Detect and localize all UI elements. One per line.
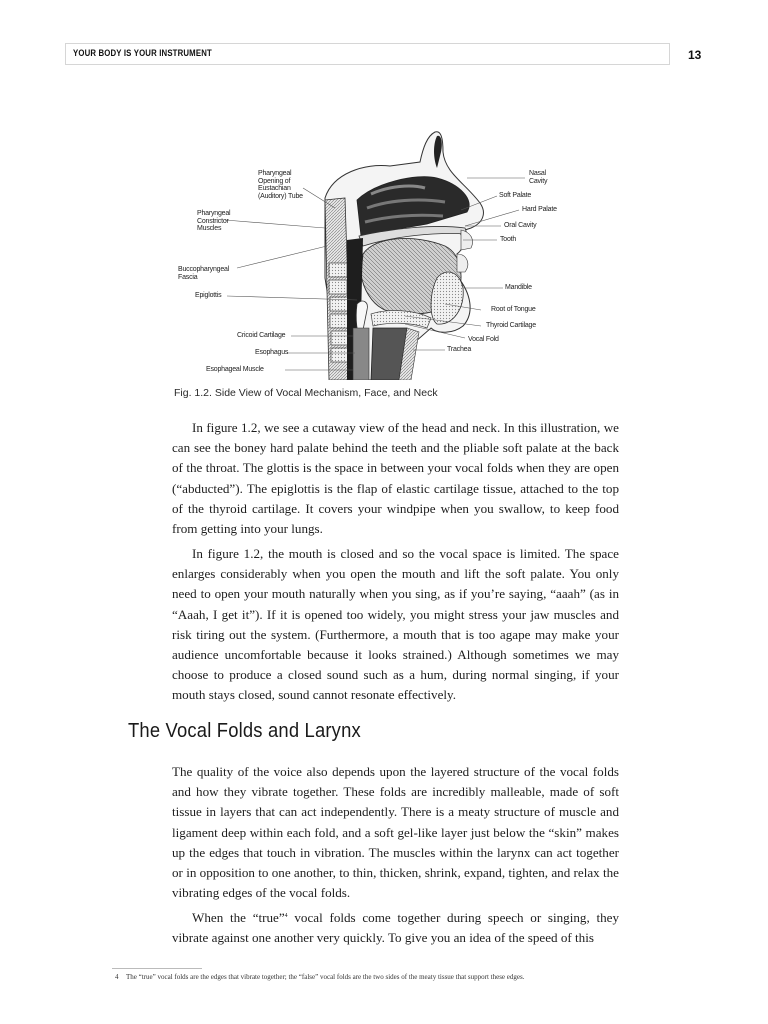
label-pharyngeal-constrictor: Pharyngeal Constrictor Muscles <box>197 210 231 232</box>
anatomy-figure <box>175 128 567 380</box>
paragraph-2: In figure 1.2, the mouth is closed and so the vocal space is limited. The space enlarges considerably when you open the mouth and lift the soft palate. You only need to open your mouth naturally when you sing, as if you’re saying, “aaah” (as in “Aaah, I get it”). If it is opened too widely, you might stress your jaw muscles and risk tiring out the system. (Furthermore, a mouth that is too agape may make your audience uncomfortable because it looks strained.) Although sometimes we may choose to produce a closed sound such as a hum, during normal singing, if your mouth stays closed, sound cannot resonate effectively. <box>172 546 619 703</box>
label-mandible: Mandible <box>505 284 532 291</box>
page-number: 13 <box>688 48 702 62</box>
footnote-text: The “true” vocal folds are the edges that vibrate together; the “false” vocal folds are the two sides of the meaty tissue that support these edges. <box>126 973 525 981</box>
vocal-mechanism-illustration <box>175 128 567 380</box>
label-buccopharyngeal-fascia: Buccopharyngeal Fascia <box>178 266 230 281</box>
footnote-divider <box>112 968 202 969</box>
label-esophagus: Esophagus <box>255 349 289 356</box>
footnote-reference[interactable]: 4 <box>284 913 288 919</box>
label-trachea: Trachea <box>447 346 472 353</box>
running-header <box>65 43 670 65</box>
label-hard-palate: Hard Palate <box>522 206 557 213</box>
label-eustachian-tube: Pharyngeal Opening of Eustachian (Auditory) Tube <box>258 170 303 200</box>
label-cricoid-cartilage: Cricoid Cartilage <box>237 332 286 339</box>
label-epiglottis: Epiglottis <box>195 292 222 299</box>
label-tooth: Tooth <box>500 236 517 243</box>
footnote <box>115 973 686 981</box>
paragraph-3: The quality of the voice also depends upon the layered structure of the vocal folds and how they vibrate together. These folds are incredibly malleable, made of soft tissue in layers that can act independently. There is a meaty structure of muscle and ligament deep within each fold, and a soft gel-like layer just below the “skin” makes up the edges that touch in vibration. The muscles within the larynx can act together or in opposition to one another, to thin, thicken, shrink, expand, tighten, and relax the vibrating edges of the vocal folds. <box>172 764 619 901</box>
section-heading: The Vocal Folds and Larynx <box>128 720 361 742</box>
label-thyroid-cartilage: Thyroid Cartilage <box>486 322 536 329</box>
paragraph-4 <box>172 908 619 948</box>
paragraph-4-text-a: When the “true” <box>192 910 285 925</box>
paragraph-1: In figure 1.2, we see a cutaway view of the head and neck. In this illustration, we can see the boney hard palate behind the teeth and the pliable soft palate at the back of the throat. The glottis is the space in between your vocal folds when they are open (“abducted”). The epiglottis is the flap of elastic cartilage tissue, attached to the top of the thyroid cartilage. It covers your windpipe when you swallow, to keep food from getting into your lungs. <box>172 420 619 537</box>
figure-caption: Fig. 1.2. Side View of Vocal Mechanism, Face, and Neck <box>174 387 438 399</box>
footnote-number: 4 <box>115 973 119 981</box>
label-vocal-fold: Vocal Fold <box>468 336 499 343</box>
paragraph-4-text-b: vocal folds come together during speech or singing, they vibrate against one another very quickly. To give you an idea of the speed of this <box>172 910 619 946</box>
label-nasal-cavity: Nasal Cavity <box>529 170 548 185</box>
running-header-title: YOUR BODY IS YOUR INSTRUMENT <box>73 48 212 59</box>
label-soft-palate: Soft Palate <box>499 192 532 199</box>
label-oral-cavity: Oral Cavity <box>504 222 537 229</box>
label-esophageal-muscle: Esophageal Muscle <box>206 366 264 373</box>
label-root-of-tongue: Root of Tongue <box>491 306 536 313</box>
